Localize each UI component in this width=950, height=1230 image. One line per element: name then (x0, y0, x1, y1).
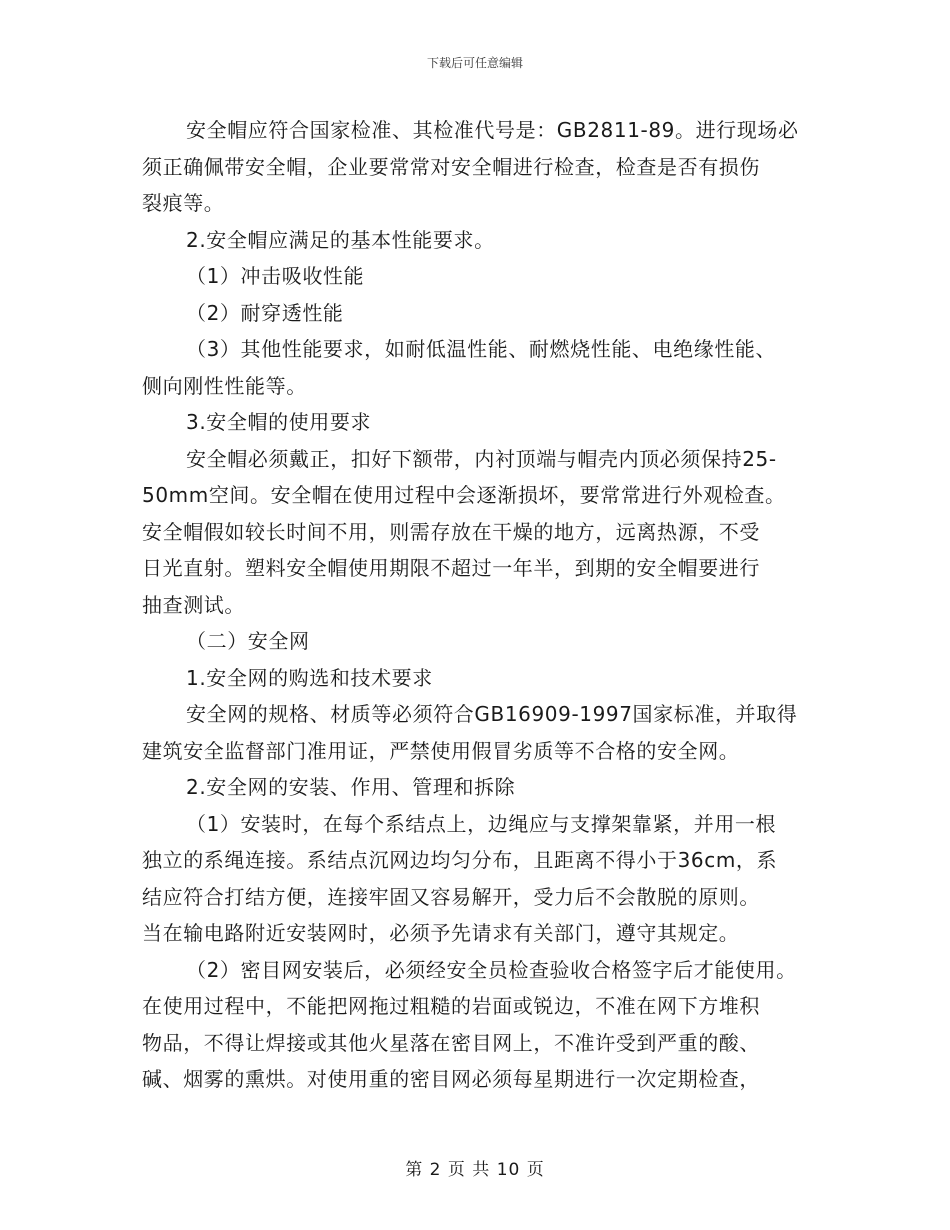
text-line: 在使用过程中，不能把网拖过粗糙的岩面或锐边，不准在网下方堆积 (142, 994, 760, 1018)
text-line: 须正确佩带安全帽，企业要常常对安全帽进行检查，检查是否有损伤 (142, 154, 760, 179)
text-line: 2.安全帽应满足的基本性能要求。 (186, 227, 495, 252)
text-line: （二）安全网 (186, 629, 310, 653)
text-line: 1.安全网的购选和技术要求 (186, 665, 433, 690)
text-line: 建筑安全监督部门准用证，严禁使用假冒劣质等不合格的安全网。 (142, 738, 740, 763)
text-line: 当在输电路附近安装网时，必须予先请求有关部门，遵守其规定。 (142, 921, 740, 945)
text-line: 抽查测试。 (142, 592, 245, 617)
text-line: 安全帽应符合国家检准、其检准代号是：GB2811-89。进行现场必 (186, 118, 799, 142)
document-body (142, 112, 822, 1098)
text-line: （2）密目网安装后，必须经安全员检查验收合格签字后才能使用。 (186, 957, 797, 982)
text-line: 2.安全网的安装、作用、管理和拆除 (186, 775, 516, 799)
text-line: 侧向刚性性能等。 (142, 373, 307, 398)
text-line: （1）冲击吸收性能 (186, 264, 365, 288)
text-line: 物品，不得让焊接或其他火星落在密目网上，不准许受到严重的酸、 (142, 1030, 760, 1055)
text-line: 3.安全帽的使用要求 (186, 410, 372, 434)
page-number-footer: 第 2 页 共 10 页 (405, 1160, 545, 1180)
text-line: 安全帽假如较长时间不用，则需存放在干燥的地方，远离热源，不受 (142, 519, 760, 544)
text-line: 安全帽必须戴正，扣好下额带，内衬顶端与帽壳内顶必须保持25- (186, 446, 777, 471)
text-line: 碱、烟雾的熏烘。对使用重的密目网必须每星期进行一次定期检查， (142, 1067, 760, 1091)
text-line: 结应符合打结方便，连接牢固又容易解开，受力后不会散脱的原则。 (142, 884, 760, 909)
text-line: 50mm空间。安全帽在使用过程中会逐渐损坏，要常常进行外观检查。 (142, 483, 786, 507)
page-header-note: 下载后可任意编辑 (426, 56, 523, 70)
text-line: （3）其他性能要求，如耐低温性能、耐燃烧性能、电绝缘性能、 (186, 337, 777, 361)
text-line: 日光直射。塑料安全帽使用期限不超过一年半，到期的安全帽要进行 (142, 556, 760, 580)
text-line: 裂痕等。 (142, 191, 225, 215)
text-line: （2）耐穿透性能 (186, 300, 344, 325)
text-line: 安全网的规格、材质等必须符合GB16909-1997国家标准，并取得 (186, 702, 798, 726)
text-line: （1）安装时，在每个系结点上，边绳应与支撑架靠紧，并用一根 (186, 811, 777, 836)
text-line: 独立的系绳连接。系结点沉网边均匀分布，且距离不得小于36cm，系 (142, 848, 778, 872)
